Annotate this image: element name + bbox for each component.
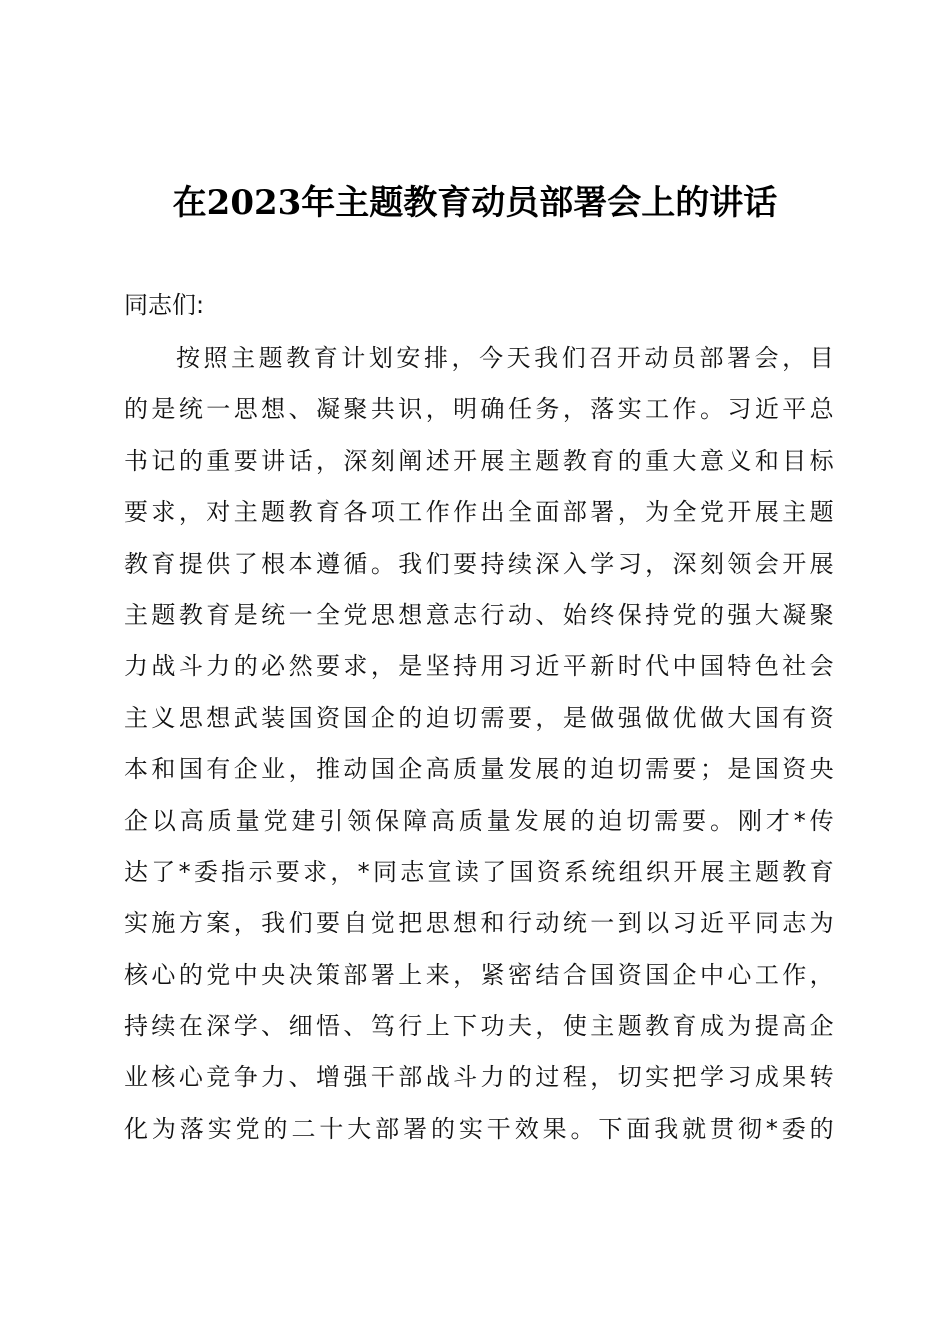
paragraph-line: 主题教育是统一全党思想意志行动、始终保持党的强大凝聚 [124, 600, 834, 629]
salutation: 同志们: [124, 291, 205, 319]
paragraph-line: 按照主题教育计划安排，今天我们召开动员部署会，目 [176, 344, 834, 372]
paragraph-line: 要求，对主题教育各项工作作出全面部署，为全党开展主题 [124, 498, 834, 527]
paragraph-line: 力战斗力的必然要求，是坚持用习近平新时代中国特色社会 [124, 652, 834, 681]
paragraph-line: 业核心竞争力、增强干部战斗力的过程，切实把学习成果转 [124, 1063, 834, 1092]
paragraph-line: 持续在深学、细悟、笃行上下功夫，使主题教育成为提高企 [124, 1012, 834, 1041]
document-title: 在2023年主题教育动员部署会上的讲话 [172, 183, 778, 223]
paragraph-line: 企以高质量党建引领保障高质量发展的迫切需要。刚才*传 [124, 806, 834, 835]
paragraph-line: 本和国有企业，推动国企高质量发展的迫切需要；是国资央 [124, 755, 834, 784]
paragraph-line: 化为落实党的二十大部署的实干效果。下面我就贯彻*委的 [124, 1114, 834, 1143]
paragraph-line: 书记的重要讲话，深刻阐述开展主题教育的重大意义和目标 [124, 446, 834, 475]
paragraph-line: 实施方案，我们要自觉把思想和行动统一到以习近平同志为 [124, 909, 834, 938]
paragraph-line: 达了*委指示要求，*同志宣读了国资系统组织开展主题教育 [124, 857, 834, 886]
paragraph-line: 的是统一思想、凝聚共识，明确任务，落实工作。习近平总 [124, 395, 834, 424]
paragraph-line: 核心的党中央决策部署上来，紧密结合国资国企中心工作， [124, 960, 834, 989]
body-paragraph [124, 333, 834, 1155]
paragraph-line: 主义思想武装国资国企的迫切需要，是做强做优做大国有资 [124, 703, 834, 732]
paragraph-line: 教育提供了根本遵循。我们要持续深入学习，深刻领会开展 [124, 549, 834, 578]
